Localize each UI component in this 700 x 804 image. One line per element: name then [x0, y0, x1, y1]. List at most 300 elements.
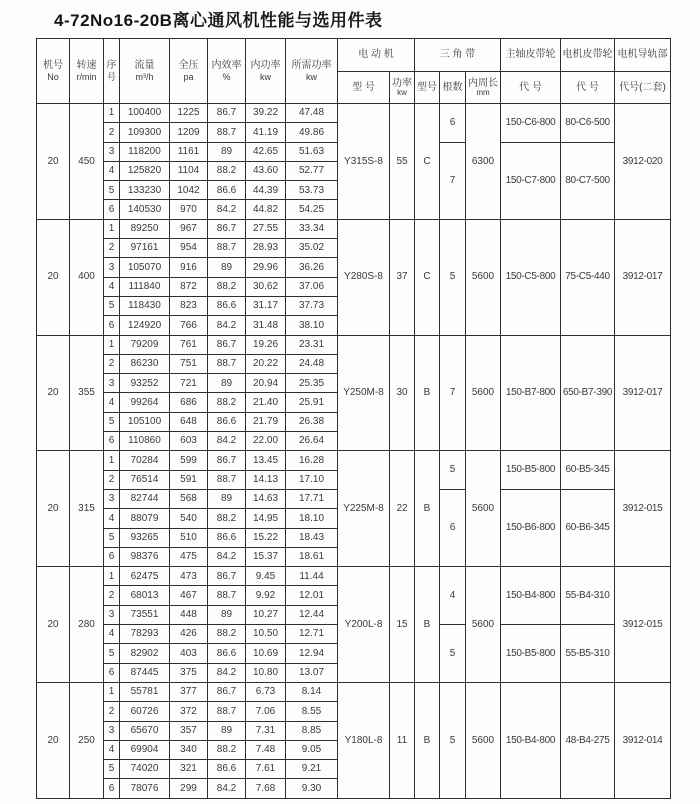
cell-motor-power: 55 — [390, 104, 415, 220]
cell-seq: 5 — [104, 296, 120, 315]
table-row — [37, 682, 671, 701]
cell-efficiency: 89 — [208, 605, 246, 624]
cell-seq: 6 — [104, 200, 120, 219]
cell-required-power: 18.43 — [286, 528, 338, 547]
cell-internal-power: 21.79 — [246, 412, 286, 431]
cell-internal-power: 14.95 — [246, 509, 286, 528]
cell-required-power: 13.07 — [286, 663, 338, 682]
cell-internal-power: 9.45 — [246, 567, 286, 586]
cell-seq: 2 — [104, 586, 120, 605]
table-row — [37, 451, 671, 470]
cell-required-power: 47.48 — [286, 104, 338, 123]
cell-pressure: 568 — [170, 489, 208, 508]
cell-pressure: 377 — [170, 682, 208, 701]
cell-required-power: 25.91 — [286, 393, 338, 412]
cell-rail-code: 3912-015 — [615, 451, 671, 567]
cell-internal-power: 31.17 — [246, 296, 286, 315]
cell-required-power: 12.94 — [286, 644, 338, 663]
cell-seq: 4 — [104, 161, 120, 180]
cell-internal-power: 42.65 — [246, 142, 286, 161]
cell-pressure: 591 — [170, 470, 208, 489]
cell-flow: 133230 — [120, 181, 170, 200]
cell-seq: 1 — [104, 335, 120, 354]
cell-rail-code: 3912-017 — [615, 219, 671, 335]
cell-flow: 105070 — [120, 258, 170, 277]
cell-seq: 2 — [104, 239, 120, 258]
cell-belt-length: 6300 — [466, 104, 501, 220]
cell-pressure: 603 — [170, 432, 208, 451]
cell-seq: 2 — [104, 702, 120, 721]
cell-internal-power: 10.80 — [246, 663, 286, 682]
cell-speed: 355 — [70, 335, 104, 451]
cell-internal-power: 13.45 — [246, 451, 286, 470]
cell-efficiency: 88.2 — [208, 509, 246, 528]
cell-rail-code: 3912-017 — [615, 335, 671, 451]
table-body — [37, 104, 671, 799]
header-machine-no: 机号 No — [37, 39, 70, 104]
cell-flow: 82744 — [120, 489, 170, 508]
cell-seq: 4 — [104, 277, 120, 296]
header-rail-code: 代号(二套) — [615, 72, 671, 104]
cell-efficiency: 89 — [208, 374, 246, 393]
cell-efficiency: 88.2 — [208, 740, 246, 759]
cell-machine-no: 20 — [37, 451, 70, 567]
cell-motor-model: Y315S-8 — [338, 104, 390, 220]
cell-flow: 55781 — [120, 682, 170, 701]
cell-pressure: 751 — [170, 354, 208, 373]
cell-efficiency: 88.2 — [208, 625, 246, 644]
cell-motor-pulley-code: 60-B5-345 — [561, 451, 615, 490]
header-main-pulley-group: 主轴皮带轮 — [501, 39, 561, 72]
cell-required-power: 8.55 — [286, 702, 338, 721]
cell-pressure: 686 — [170, 393, 208, 412]
cell-seq: 2 — [104, 123, 120, 142]
cell-seq: 6 — [104, 432, 120, 451]
cell-pressure: 299 — [170, 779, 208, 798]
cell-flow: 110860 — [120, 432, 170, 451]
cell-flow: 93252 — [120, 374, 170, 393]
cell-flow: 82902 — [120, 644, 170, 663]
cell-motor-power: 11 — [390, 682, 415, 798]
header-motor-group: 电 动 机 — [338, 39, 415, 72]
cell-efficiency: 88.2 — [208, 393, 246, 412]
cell-internal-power: 10.69 — [246, 644, 286, 663]
cell-efficiency: 86.7 — [208, 451, 246, 470]
cell-required-power: 18.10 — [286, 509, 338, 528]
cell-flow: 70284 — [120, 451, 170, 470]
cell-internal-power: 6.73 — [246, 682, 286, 701]
cell-belt-length: 5600 — [466, 219, 501, 335]
cell-flow: 125820 — [120, 161, 170, 180]
cell-internal-power: 21.40 — [246, 393, 286, 412]
cell-pressure: 823 — [170, 296, 208, 315]
header-belt-group: 三 角 带 — [415, 39, 501, 72]
cell-seq: 3 — [104, 142, 120, 161]
cell-required-power: 23.31 — [286, 335, 338, 354]
cell-flow: 60726 — [120, 702, 170, 721]
cell-belt-count: 7 — [440, 335, 466, 451]
cell-machine-no: 20 — [37, 104, 70, 220]
cell-seq: 1 — [104, 567, 120, 586]
cell-seq: 5 — [104, 181, 120, 200]
header-belt-count: 根数 — [440, 72, 466, 104]
cell-pressure: 721 — [170, 374, 208, 393]
cell-pressure: 467 — [170, 586, 208, 605]
cell-pressure: 340 — [170, 740, 208, 759]
cell-pressure: 766 — [170, 316, 208, 335]
cell-efficiency: 88.7 — [208, 123, 246, 142]
cell-seq: 6 — [104, 663, 120, 682]
cell-seq: 1 — [104, 451, 120, 470]
header-main-pulley-code: 代 号 — [501, 72, 561, 104]
cell-machine-no: 20 — [37, 219, 70, 335]
cell-pressure: 761 — [170, 335, 208, 354]
cell-belt-model: B — [415, 682, 440, 798]
cell-required-power: 36.26 — [286, 258, 338, 277]
cell-belt-count: 5 — [440, 682, 466, 798]
cell-efficiency: 89 — [208, 258, 246, 277]
cell-flow: 89250 — [120, 219, 170, 238]
cell-pressure: 510 — [170, 528, 208, 547]
cell-required-power: 9.30 — [286, 779, 338, 798]
header-belt-model: 型号 — [415, 72, 440, 104]
cell-internal-power: 43.60 — [246, 161, 286, 180]
cell-seq: 6 — [104, 779, 120, 798]
cell-efficiency: 84.2 — [208, 779, 246, 798]
cell-pressure: 1042 — [170, 181, 208, 200]
cell-pressure: 916 — [170, 258, 208, 277]
cell-internal-power: 19.26 — [246, 335, 286, 354]
cell-pressure: 321 — [170, 760, 208, 779]
header-motor-pulley-code: 代 号 — [561, 72, 615, 104]
cell-seq: 1 — [104, 104, 120, 123]
cell-required-power: 33.34 — [286, 219, 338, 238]
table-row — [37, 335, 671, 354]
cell-motor-pulley-code: 48-B4-275 — [561, 682, 615, 798]
cell-internal-power: 39.22 — [246, 104, 286, 123]
cell-internal-power: 27.55 — [246, 219, 286, 238]
cell-efficiency: 84.2 — [208, 663, 246, 682]
cell-internal-power: 10.27 — [246, 605, 286, 624]
cell-efficiency: 88.7 — [208, 354, 246, 373]
cell-pressure: 1209 — [170, 123, 208, 142]
cell-flow: 62475 — [120, 567, 170, 586]
cell-main-pulley-code: 150-B4-800 — [501, 682, 561, 798]
cell-internal-power: 15.22 — [246, 528, 286, 547]
cell-efficiency: 88.2 — [208, 277, 246, 296]
cell-pressure: 1225 — [170, 104, 208, 123]
cell-motor-power: 15 — [390, 567, 415, 683]
cell-required-power: 17.10 — [286, 470, 338, 489]
cell-internal-power: 30.62 — [246, 277, 286, 296]
cell-internal-power: 28.93 — [246, 239, 286, 258]
cell-efficiency: 89 — [208, 142, 246, 161]
cell-required-power: 38.10 — [286, 316, 338, 335]
table-header — [37, 39, 671, 104]
cell-required-power: 9.05 — [286, 740, 338, 759]
cell-flow: 74020 — [120, 760, 170, 779]
cell-efficiency: 86.6 — [208, 760, 246, 779]
cell-pressure: 967 — [170, 219, 208, 238]
header-pressure: 全压 pa — [170, 39, 208, 104]
cell-flow: 105100 — [120, 412, 170, 431]
cell-seq: 6 — [104, 316, 120, 335]
cell-motor-pulley-code: 650-B7-390 — [561, 335, 615, 451]
cell-seq: 6 — [104, 547, 120, 566]
cell-belt-model: B — [415, 451, 440, 567]
cell-flow: 78076 — [120, 779, 170, 798]
cell-efficiency: 89 — [208, 489, 246, 508]
cell-efficiency: 86.7 — [208, 682, 246, 701]
cell-flow: 118430 — [120, 296, 170, 315]
cell-seq: 4 — [104, 740, 120, 759]
cell-pressure: 357 — [170, 721, 208, 740]
cell-internal-power: 20.94 — [246, 374, 286, 393]
cell-motor-model: Y250M-8 — [338, 335, 390, 451]
header-speed: 转速 r/min — [70, 39, 104, 104]
cell-pressure: 403 — [170, 644, 208, 663]
cell-seq: 5 — [104, 412, 120, 431]
cell-belt-count: 5 — [440, 219, 466, 335]
cell-internal-power: 7.61 — [246, 760, 286, 779]
cell-required-power: 35.02 — [286, 239, 338, 258]
cell-pressure: 954 — [170, 239, 208, 258]
header-motor-model: 型 号 — [338, 72, 390, 104]
cell-pressure: 540 — [170, 509, 208, 528]
cell-flow: 97161 — [120, 239, 170, 258]
cell-internal-power: 10.50 — [246, 625, 286, 644]
header-internal-power: 内功率 kw — [246, 39, 286, 104]
cell-flow: 98376 — [120, 547, 170, 566]
cell-flow: 111840 — [120, 277, 170, 296]
cell-seq: 3 — [104, 489, 120, 508]
cell-belt-model: C — [415, 219, 440, 335]
cell-belt-count: 7 — [440, 142, 466, 219]
cell-internal-power: 7.48 — [246, 740, 286, 759]
cell-motor-power: 22 — [390, 451, 415, 567]
cell-required-power: 49.86 — [286, 123, 338, 142]
cell-required-power: 18.61 — [286, 547, 338, 566]
cell-belt-length: 5600 — [466, 335, 501, 451]
cell-internal-power: 14.13 — [246, 470, 286, 489]
cell-rail-code: 3912-014 — [615, 682, 671, 798]
cell-flow: 124920 — [120, 316, 170, 335]
cell-required-power: 17.71 — [286, 489, 338, 508]
cell-required-power: 53.73 — [286, 181, 338, 200]
cell-flow: 99264 — [120, 393, 170, 412]
cell-required-power: 8.14 — [286, 682, 338, 701]
cell-flow: 109300 — [120, 123, 170, 142]
cell-seq: 4 — [104, 509, 120, 528]
cell-seq: 2 — [104, 470, 120, 489]
cell-motor-pulley-code: 55-B5-310 — [561, 625, 615, 683]
cell-flow: 140530 — [120, 200, 170, 219]
cell-seq: 3 — [104, 258, 120, 277]
header-rail-group: 电机导轨部 — [615, 39, 671, 72]
cell-internal-power: 20.22 — [246, 354, 286, 373]
cell-efficiency: 84.2 — [208, 316, 246, 335]
cell-required-power: 8.85 — [286, 721, 338, 740]
header-required-power: 所需功率 kw — [286, 39, 338, 104]
cell-seq: 3 — [104, 721, 120, 740]
cell-pressure: 475 — [170, 547, 208, 566]
cell-efficiency: 88.2 — [208, 161, 246, 180]
cell-seq: 3 — [104, 605, 120, 624]
table-row — [37, 219, 671, 238]
header-efficiency: 内效率 % — [208, 39, 246, 104]
cell-required-power: 12.01 — [286, 586, 338, 605]
cell-rail-code: 3912-015 — [615, 567, 671, 683]
cell-speed: 450 — [70, 104, 104, 220]
cell-efficiency: 86.7 — [208, 219, 246, 238]
cell-internal-power: 41.19 — [246, 123, 286, 142]
cell-motor-model: Y225M-8 — [338, 451, 390, 567]
cell-main-pulley-code: 150-C7-800 — [501, 142, 561, 219]
cell-required-power: 12.44 — [286, 605, 338, 624]
cell-efficiency: 84.2 — [208, 432, 246, 451]
cell-pressure: 426 — [170, 625, 208, 644]
cell-flow: 88079 — [120, 509, 170, 528]
cell-motor-power: 37 — [390, 219, 415, 335]
cell-required-power: 16.28 — [286, 451, 338, 470]
performance-table — [36, 38, 671, 799]
cell-internal-power: 22.00 — [246, 432, 286, 451]
cell-required-power: 51.63 — [286, 142, 338, 161]
page-title: 4-72No16-20B离心通风机性能与选用件表 — [54, 11, 383, 30]
cell-internal-power: 31.48 — [246, 316, 286, 335]
cell-efficiency: 86.7 — [208, 567, 246, 586]
cell-internal-power: 7.31 — [246, 721, 286, 740]
cell-internal-power: 14.63 — [246, 489, 286, 508]
cell-belt-count: 6 — [440, 104, 466, 143]
cell-belt-length: 5600 — [466, 451, 501, 567]
table-row — [37, 567, 671, 586]
cell-efficiency: 88.7 — [208, 586, 246, 605]
cell-pressure: 1161 — [170, 142, 208, 161]
cell-pressure: 375 — [170, 663, 208, 682]
cell-internal-power: 7.68 — [246, 779, 286, 798]
cell-flow: 79209 — [120, 335, 170, 354]
cell-belt-length: 5600 — [466, 567, 501, 683]
cell-internal-power: 44.82 — [246, 200, 286, 219]
cell-belt-count: 5 — [440, 625, 466, 683]
cell-seq: 5 — [104, 644, 120, 663]
cell-flow: 100400 — [120, 104, 170, 123]
cell-flow: 69904 — [120, 740, 170, 759]
cell-motor-model: Y180L-8 — [338, 682, 390, 798]
cell-machine-no: 20 — [37, 682, 70, 798]
cell-internal-power: 44.39 — [246, 181, 286, 200]
cell-efficiency: 88.7 — [208, 239, 246, 258]
cell-main-pulley-code: 150-B4-800 — [501, 567, 561, 625]
cell-motor-pulley-code: 80-C6-500 — [561, 104, 615, 143]
header-seq: 序 号 — [104, 39, 120, 104]
cell-belt-count: 5 — [440, 451, 466, 490]
cell-belt-model: C — [415, 104, 440, 220]
cell-seq: 3 — [104, 374, 120, 393]
cell-efficiency: 86.6 — [208, 296, 246, 315]
header-motor-power: 功率 kw — [390, 72, 415, 104]
cell-seq: 2 — [104, 354, 120, 373]
cell-efficiency: 88.7 — [208, 702, 246, 721]
cell-speed: 400 — [70, 219, 104, 335]
cell-required-power: 26.64 — [286, 432, 338, 451]
cell-belt-count: 6 — [440, 489, 466, 566]
cell-pressure: 372 — [170, 702, 208, 721]
table-row — [37, 104, 671, 123]
cell-efficiency: 86.6 — [208, 644, 246, 663]
cell-motor-model: Y280S-8 — [338, 219, 390, 335]
cell-flow: 65670 — [120, 721, 170, 740]
cell-required-power: 54.25 — [286, 200, 338, 219]
cell-rail-code: 3912-020 — [615, 104, 671, 220]
cell-efficiency: 86.6 — [208, 412, 246, 431]
cell-pressure: 872 — [170, 277, 208, 296]
cell-main-pulley-code: 150-B5-800 — [501, 625, 561, 683]
cell-pressure: 648 — [170, 412, 208, 431]
cell-seq: 4 — [104, 393, 120, 412]
cell-seq: 5 — [104, 760, 120, 779]
cell-speed: 250 — [70, 682, 104, 798]
cell-efficiency: 86.6 — [208, 181, 246, 200]
cell-belt-model: B — [415, 335, 440, 451]
cell-flow: 93265 — [120, 528, 170, 547]
cell-belt-count: 4 — [440, 567, 466, 625]
cell-required-power: 11.44 — [286, 567, 338, 586]
cell-flow: 76514 — [120, 470, 170, 489]
cell-flow: 73551 — [120, 605, 170, 624]
cell-flow: 68013 — [120, 586, 170, 605]
cell-required-power: 24.48 — [286, 354, 338, 373]
cell-main-pulley-code: 150-C6-800 — [501, 104, 561, 143]
cell-efficiency: 84.2 — [208, 200, 246, 219]
cell-pressure: 448 — [170, 605, 208, 624]
cell-required-power: 12.71 — [286, 625, 338, 644]
cell-internal-power: 29.96 — [246, 258, 286, 277]
cell-flow: 78293 — [120, 625, 170, 644]
cell-belt-length: 5600 — [466, 682, 501, 798]
cell-main-pulley-code: 150-C5-800 — [501, 219, 561, 335]
cell-pressure: 473 — [170, 567, 208, 586]
cell-internal-power: 15.37 — [246, 547, 286, 566]
cell-required-power: 9.21 — [286, 760, 338, 779]
header-motor-pulley-group: 电机皮带轮 — [561, 39, 615, 72]
cell-speed: 280 — [70, 567, 104, 683]
cell-flow: 118200 — [120, 142, 170, 161]
cell-efficiency: 84.2 — [208, 547, 246, 566]
cell-motor-pulley-code: 55-B4-310 — [561, 567, 615, 625]
cell-belt-model: B — [415, 567, 440, 683]
cell-required-power: 26.38 — [286, 412, 338, 431]
header-flow: 流量 m³/h — [120, 39, 170, 104]
cell-required-power: 52.77 — [286, 161, 338, 180]
cell-internal-power: 9.92 — [246, 586, 286, 605]
cell-pressure: 599 — [170, 451, 208, 470]
cell-main-pulley-code: 150-B6-800 — [501, 489, 561, 566]
cell-motor-pulley-code: 80-C7-500 — [561, 142, 615, 219]
cell-required-power: 25.35 — [286, 374, 338, 393]
cell-main-pulley-code: 150-B7-800 — [501, 335, 561, 451]
cell-pressure: 970 — [170, 200, 208, 219]
cell-pressure: 1104 — [170, 161, 208, 180]
header-belt-length: 内周长 mm — [466, 72, 501, 104]
cell-efficiency: 86.7 — [208, 104, 246, 123]
cell-motor-power: 30 — [390, 335, 415, 451]
cell-machine-no: 20 — [37, 567, 70, 683]
cell-seq: 5 — [104, 528, 120, 547]
cell-main-pulley-code: 150-B5-800 — [501, 451, 561, 490]
cell-seq: 1 — [104, 682, 120, 701]
